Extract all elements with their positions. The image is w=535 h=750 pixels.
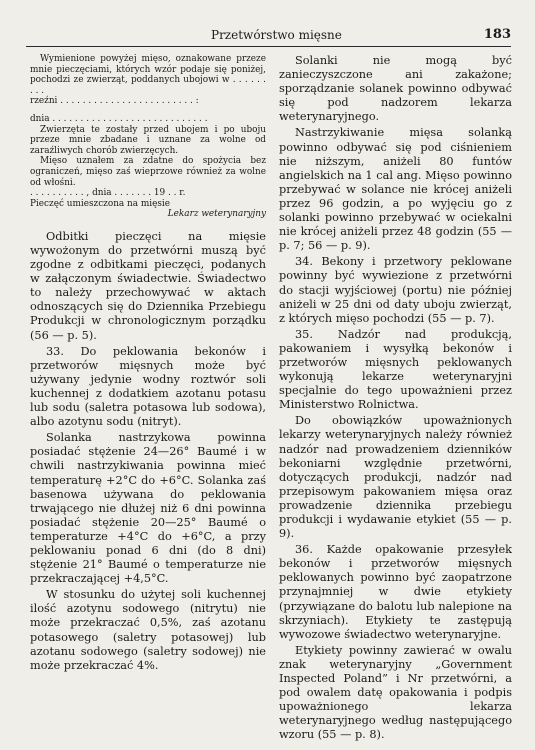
paragraph: Odbitki pieczęci na mięsie wywożonym do przetwórni muszą być zgodne z odbitkami pieczęci, podanych w załączonym świadectwie. Świadectwo to należy przechowywać w aktach odnoszących się do Dziennika Przebiegu Produkcji w chronologicznym porządku (56 — p. 5).: [30, 229, 266, 342]
signature-line: Lekarz weterynaryjny: [167, 209, 266, 220]
paragraph: W stosunku do użytej soli kuchennej ilość azotynu sodowego (nitrytu) nie może przekraczać 0,5%, zaś azotanu potasowego (saletry potasowej) lub azotanu sodowego (saletry sodowej) nie może przekraczać 4%.: [30, 588, 266, 672]
left-body-text: [30, 230, 266, 673]
paragraph: Nastrzykiwanie mięsa solanką powinno odbywać się pod ciśnieniem nie niższym, aniżeli 80 funtów angielskich na 1 cal ang. Mięso powinno przebywać w solance nie krócej aniżeli przez 96 godzin, a po wyjęciu go z solanki powinno przebywać w ociekalni nie krócej aniżeli przez 48 godzin (55 — p. 7; 56 — p. 9).: [279, 126, 512, 253]
certificate-paragraph: Zwierzęta te zostały przed ubojem i po uboju przeze mnie zbadane i uznane za wolne od zaraźliwych chorób zwierzęcych.: [30, 124, 266, 156]
left-column: [30, 54, 266, 675]
certificate-paragraph: Mięso uznałem za zdatne do spożycia bez ograniczeń, mięso zaś wieprzowe również za wolne od włośni.: [30, 156, 266, 188]
running-title: Przetwórstwo mięsne: [211, 28, 342, 42]
page-number: 183: [483, 27, 511, 42]
paragraph: 34. Bekony i przetwory peklowane powinny być wywiezione z przetwórni do stacji wyjściowej (portu) nie później aniżeli w 25 dni od daty uboju zwierząt, z których mięso pochodzi (55 — p. 7).: [279, 255, 512, 325]
paragraph: Do obowiązków upoważnionych lekarzy weterynaryjnych należy również nadzór nad prowadzeniem dzienników bekoniarni względnie przetwórni, dotyczących produkcji, nadzór nad przepisowym pakowaniem mięsa oraz prowadzenie dziennika przebiegu produkcji i wydawanie etykiet (55 — p. 9).: [279, 414, 512, 541]
rzezni-line: rzeźni . . . . . . . . . . . . . . . . . . . . . . . . :: [30, 96, 199, 107]
paragraph: 36. Każde opakowanie przesyłek bekonów i przetworów mięsnych peklowanych powinno być zaopatrzone przynajmniej w dwie etykiety (przywiązane do balotu lub nalepione na skrzyniach). Etykiety te zastępują wywozowe świadectwo weterynaryjne.: [279, 543, 512, 641]
date-line: . . . . . . . . . . , dnia . . . . . . . 19 . . r.: [30, 188, 186, 199]
paragraph: 35. Nadzór nad produkcją, pakowaniem i wysyłką bekonów i przetworów mięsnych peklowanych wykonują lekarze weterynaryjni specjalnie do tego upoważnieni przez Ministerstwo Rolnictwa.: [279, 327, 512, 412]
right-body-text: [279, 54, 512, 743]
paragraph: Etykiety powinny zawierać w owalu znak weterynaryjny „Government Inspected Poland” i Nr przetwórni, a pod owalem datę opakowania i podpis upoważnionego lekarza weterynaryjnego według następującego wzoru (55 — p. 8).: [279, 643, 512, 742]
running-header: [26, 26, 511, 47]
dnia-line: dnia . . . . . . . . . . . . . . . . . . . . . . . . . . . .: [30, 113, 208, 124]
paragraph: 33. Do peklowania bekonów i przetworów mięsnych może być używany jedynie wodny roztwór soli kuchennej z dodatkiem azotanu potasu lub sodu (saletra potasowa lub sodowa), albo azotynu sodu (nitryt).: [30, 344, 266, 429]
stamp-line: Pieczęć umieszczona na mięsie: [30, 198, 171, 209]
certificate-template: [30, 54, 266, 220]
paragraph: Solanki nie mogą być zanieczyszczone ani zakażone; sporządzanie solanek powinno odbywać się pod nadzorem lekarza weterynaryjnego.: [279, 54, 512, 124]
paragraph: Solanka nastrzykowa powinna posiadać stężenie 24—26° Baumé i w chwili nastrzykiwania powinna mieć temperaturę +2°C do +6°C. Solanka zaś basenowa używana do peklowania trwającego nie dłużej niż 6 dni powinna posiadać stężenie 20—25° Baumé o temperaturze +4°C do +6°C, a przy peklowaniu ponad 6 dni (do 8 dni) stężenie 21° Baumé o temperaturze nie przekraczającej +4,5°C.: [30, 431, 266, 586]
right-column: [279, 54, 512, 745]
certificate-paragraph: Wymienione powyżej mięso, oznakowane przeze mnie pieczęciami, których wzór podaje się poniżej, pochodzi ze zwierząt, poddanych ubojowi w . . . . . . . . .: [30, 54, 266, 96]
